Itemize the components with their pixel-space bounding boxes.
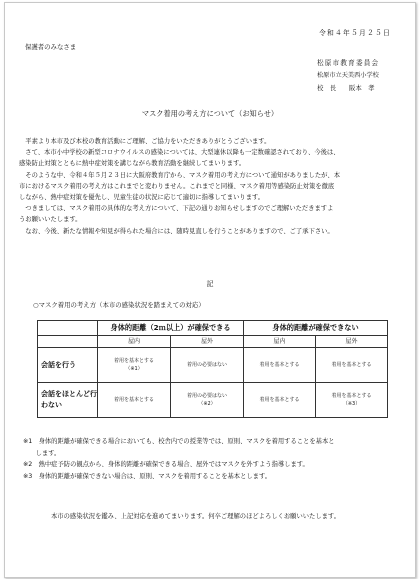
cell-note: （※2） [198,401,216,407]
footnote: ※2 熱中症予防の観点から、身体的距離が確保できる場合、屋外ではマスクを外すよう指導します。 [23,461,309,469]
recipient: 保護者のみなさま [25,43,77,51]
body-line: なお、今後、新たな情報や知見が得られた場合には、随時見直しを行うことがありますので、ご了承下さい。 [19,227,334,235]
table-cell [98,348,171,383]
body-text [19,136,409,237]
mask-policy-table [37,320,388,418]
body-line: 平素より本市及び本校の教育活動にご理解、ご協力をいただきありがとうございます。 [19,138,271,145]
document-date: 令和４年５月２５日 [319,29,391,37]
subheader-indoor: 屋内 [98,336,171,348]
body-line: うお願いいたします。 [19,216,82,224]
closing-text: 本市の感染状況を鑑み、上記対応を進めてまいります。何卒ご理解のほどよろしくお願いいたします。 [51,513,341,520]
table-cell: 着用を基本とする [244,383,316,418]
body-line: 市におけるマスク着用の考え方はこれまでと変わりません。これまでと同様、マスク着用等感染防止対策を徹底 [19,182,335,190]
header-distance-not-secured: 身体的距離が確保できない [244,321,388,336]
body-line: つきましては、マスク着用の具体的な考え方について、下記の通りお知らせしますのでご理解いただきますよ [19,205,334,213]
subheader-indoor: 屋内 [244,336,316,348]
cell-note: （※1） [125,366,143,372]
cell-text: 着用を基本とする [113,358,154,364]
document-page [4,2,416,578]
body-line: さて、本市小中学校の新型コロナウイルスの感染については、大型連休以降も一定数確認されており、今後は、 [19,149,340,157]
body-line: しながら、熱中症対策を優先し、児童生徒の状況に応じて適切に指導してまいります。 [19,193,265,201]
table-cell: 着用の必要はない [171,348,244,383]
row-label-little-conversation: 会話をほとんど行わない [38,383,98,418]
cell-text: 着用の必要はない [187,393,228,399]
cell-text: 着用を基本とする [331,393,372,399]
footnote: します。 [23,449,61,457]
table-corner-cell [38,336,98,348]
table-row [38,348,388,383]
sender-school: 松原市立天美西小学校 [317,72,379,79]
subheader-outdoor: 屋外 [316,336,388,348]
body-line: 感染防止対策とともに熱中症対策を講じながら教育活動を継続してまいります。 [19,160,246,168]
sender-organization: 松原市教育委員会 [317,59,380,67]
header-distance-secured: 身体的距離（2ｍ以上）が確保できる [98,321,244,336]
section-title: ○マスク着用の考え方（本市の感染状況を踏まえての対応） [33,301,205,309]
cell-note: （※3） [342,401,361,407]
footnote: ※3 身体的距離が確保できない場合は、原則、マスクを着用することを基本とします。 [23,472,272,480]
row-label-conversation: 会話を行う [38,348,98,383]
table-cell: 着用を基本とする [98,383,171,418]
table-cell: 着用を基本とする [244,348,316,383]
sender-principal: 校 長 阪本 孝 [317,84,375,92]
table-cell: 着用を基本とする [316,348,388,383]
document-title: マスク着用の考え方について（お知らせ） [141,109,279,118]
footnotes [23,436,413,482]
table-cell [171,383,244,418]
footnote: ※1 身体的距離が確保できる場合においても、校舎内での授業等では、原則、マスクを着用することを基本と [23,438,335,445]
table-corner-cell [38,321,98,336]
table-cell [316,383,388,418]
body-line: そのような中、令和４年５月２３日に大阪府教育庁から、マスク着用の考え方について通知がありましたが、本 [19,171,341,179]
subheader-outdoor: 屋外 [171,336,244,348]
table-row [38,383,388,418]
ki-heading: 記 [206,280,214,288]
